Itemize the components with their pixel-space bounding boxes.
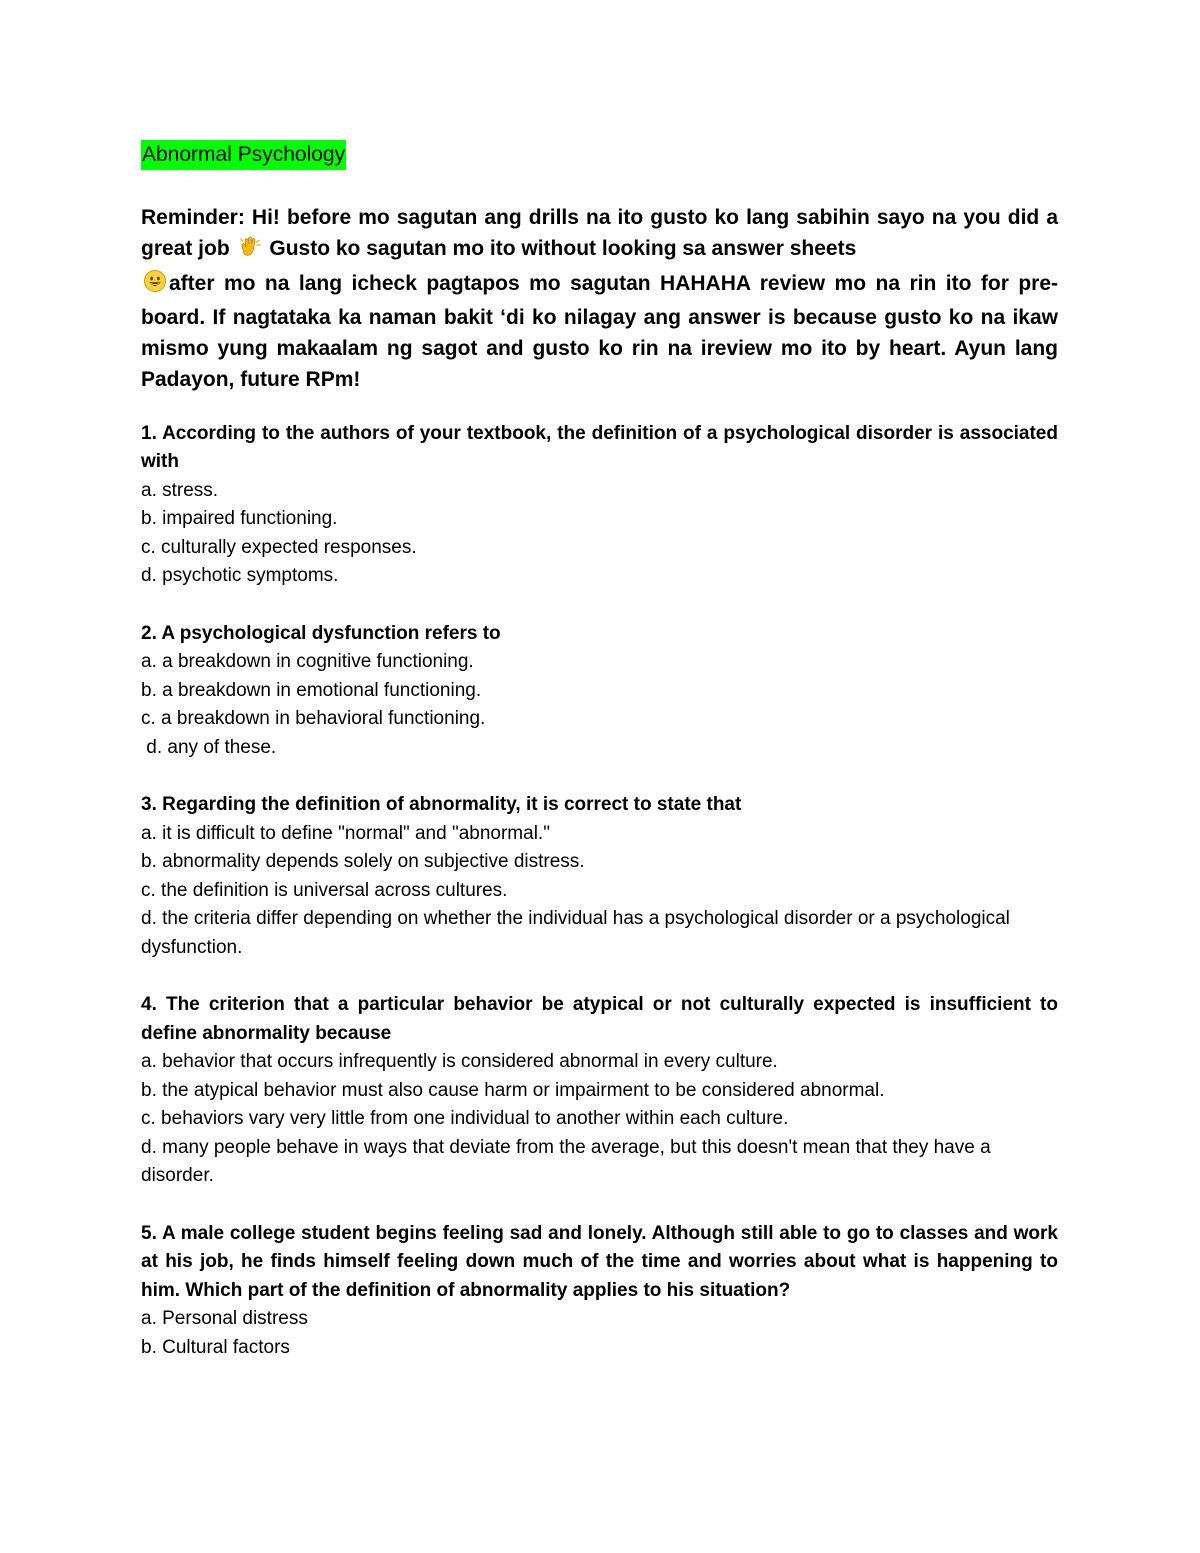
choice-c: c. culturally expected responses. [141, 536, 417, 558]
question-4 [141, 991, 1058, 1191]
question-stem: 4. The criterion that a particular behavior be atypical or not culturally expected is insufficient to define abnormality because [141, 994, 1058, 1044]
choice-a: a. stress. [141, 479, 219, 501]
question-list [141, 420, 1058, 1363]
choice-c: c. the definition is universal across cultures. [141, 879, 508, 901]
question-stem: 5. A male college student begins feeling sad and lonely. Although still able to go to classes and work at his job, he finds himself feeling down much of the time and worries about what is happening to him. Which part of the definition of abnormality applies to his situation? [141, 1222, 1058, 1301]
choice-b: b. abnormality depends solely on subjective distress. [141, 851, 585, 873]
choice-b: b. a breakdown in emotional functioning. [141, 679, 482, 701]
choice-b: b. the atypical behavior must also cause harm or impairment to be considered abnormal. [141, 1079, 885, 1101]
question-1 [141, 420, 1058, 591]
question-stem: 1. According to the authors of your textbook, the definition of a psychological disorder is associated with [141, 422, 1058, 473]
smiling-face-icon [143, 269, 167, 302]
document-page [141, 140, 1058, 1362]
reminder-paragraph [141, 202, 1058, 396]
question-5 [141, 1220, 1058, 1363]
clapping-hands-icon [238, 234, 262, 267]
question-3 [141, 791, 1058, 962]
choice-b: b. Cultural factors [141, 1336, 290, 1358]
choice-c: c. a breakdown in behavioral functioning. [141, 708, 486, 730]
choice-d: d. any of these. [141, 736, 277, 758]
reminder-text-part1: Reminder: Hi! before mo sagutan ang drills na ito gusto ko lang sabihin sayo na you did a great job [141, 206, 1058, 261]
choice-d: d. many people behave in ways that deviate from the average, but this doesn't mean that they have a disorder. [141, 1136, 991, 1187]
question-2 [141, 620, 1058, 763]
reminder-text-part3: after mo na lang icheck pagtapos mo sagutan HAHAHA review mo na rin ito for pre-board. If nagtataka ka naman bakit ‘di ko nilagay ang answer is because gusto ko na ikaw mismo yung makaalam ng sagot and gusto ko rin na ireview mo ito by heart. Ayun lang Padayon, future RPm! [141, 271, 1058, 392]
choice-a: a. a breakdown in cognitive functioning. [141, 651, 474, 673]
choice-a: a. Personal distress [141, 1308, 308, 1330]
choice-c: c. behaviors vary very little from one individual to another within each culture. [141, 1108, 789, 1130]
choice-a: a. it is difficult to define "normal" and "abnormal." [141, 822, 550, 844]
choice-d: d. the criteria differ depending on whether the individual has a psychological disorder or a psychological dysfunction. [141, 908, 1010, 958]
choice-d: d. psychotic symptoms. [141, 565, 339, 587]
question-stem: 3. Regarding the definition of abnormality, it is correct to state that [141, 794, 742, 816]
reminder-text-part2: Gusto ko sagutan mo ito without looking sa answer sheets [269, 237, 857, 261]
question-stem: 2. A psychological dysfunction refers to [141, 622, 501, 644]
choice-b: b. impaired functioning. [141, 508, 338, 530]
document-title: Abnormal Psychology [141, 140, 346, 170]
choice-a: a. behavior that occurs infrequently is considered abnormal in every culture. [141, 1051, 778, 1073]
